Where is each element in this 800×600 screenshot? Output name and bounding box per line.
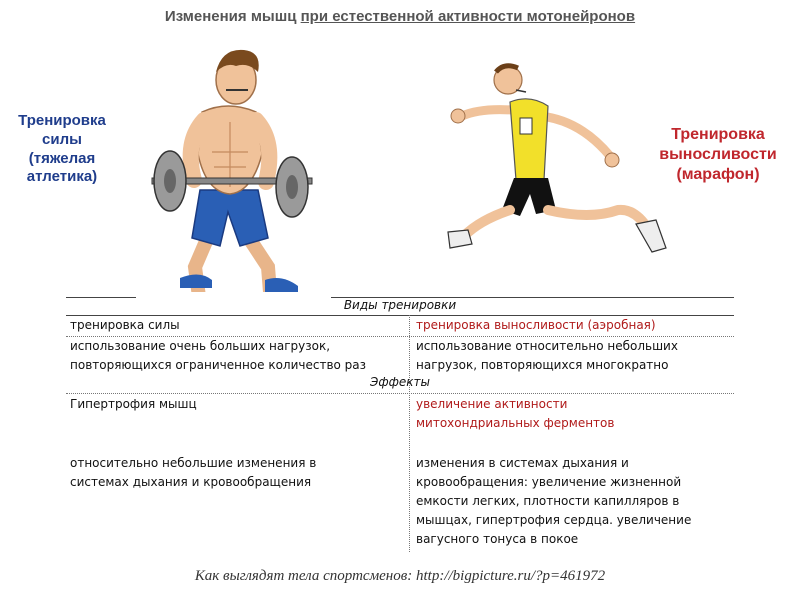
column-divider	[409, 315, 410, 552]
endurance-label-line: Тренировка	[671, 126, 765, 143]
text-line: системах дыхания и кровообращения	[70, 475, 312, 489]
text-line: кровообращения: увеличение жизненной	[416, 475, 682, 489]
col1-description	[70, 337, 366, 375]
text-line: использование относительно небольших	[416, 339, 678, 353]
strength-label-line: силы	[42, 130, 82, 148]
strength-training-label	[6, 112, 118, 187]
col1-title: тренировка силы	[70, 318, 180, 332]
col1-effect-1: Гипертрофия мышц	[70, 397, 197, 411]
text-line: митохондриальных ферментов	[416, 416, 615, 430]
runner-icon	[440, 60, 680, 270]
text-line: вагусного тонуса в покое	[416, 532, 579, 546]
table-header: Виды тренировки	[343, 298, 457, 312]
training-comparison-table	[66, 295, 734, 555]
effects-header: Эффекты	[370, 375, 430, 389]
text-line: изменения в системах дыхания и	[416, 456, 629, 470]
text-line: относительно небольшие изменения в	[70, 456, 317, 470]
source-caption: Как выглядят тела спортсменов: http://bigpicture.ru/?p=461972	[194, 568, 606, 584]
table-rule	[66, 393, 734, 394]
text-line: нагрузок, повторяющихся многократно	[416, 358, 669, 372]
page-title	[0, 8, 800, 25]
strength-label-line: Тренировка	[18, 112, 106, 129]
title-part-2: при естественной активности мотонейронов	[300, 8, 636, 25]
col2-description	[416, 337, 678, 375]
title-part-1: Изменения мышц	[164, 8, 301, 25]
col1-effect-2	[70, 454, 316, 492]
col2-title: тренировка выносливости (аэробная)	[416, 318, 656, 332]
text-line: использование очень больших нагрузок,	[70, 339, 331, 353]
col2-effect-1	[416, 395, 614, 433]
text-line: емкости легких, плотности капилляров в	[416, 494, 680, 508]
text-line: повторяющихся ограниченное количество раз	[70, 358, 367, 372]
strength-label-line: (тяжелая	[28, 149, 96, 167]
endurance-label-line: (марафон)	[676, 166, 760, 183]
text-line: мышцах, гипертрофия сердца. увеличение	[416, 513, 692, 527]
col2-effect-2	[416, 454, 691, 549]
endurance-label-line: выносливости	[659, 146, 777, 163]
weightlifter-icon	[140, 42, 315, 292]
text-line: увеличение активности	[416, 397, 568, 411]
strength-label-line: атлетика)	[26, 168, 98, 186]
